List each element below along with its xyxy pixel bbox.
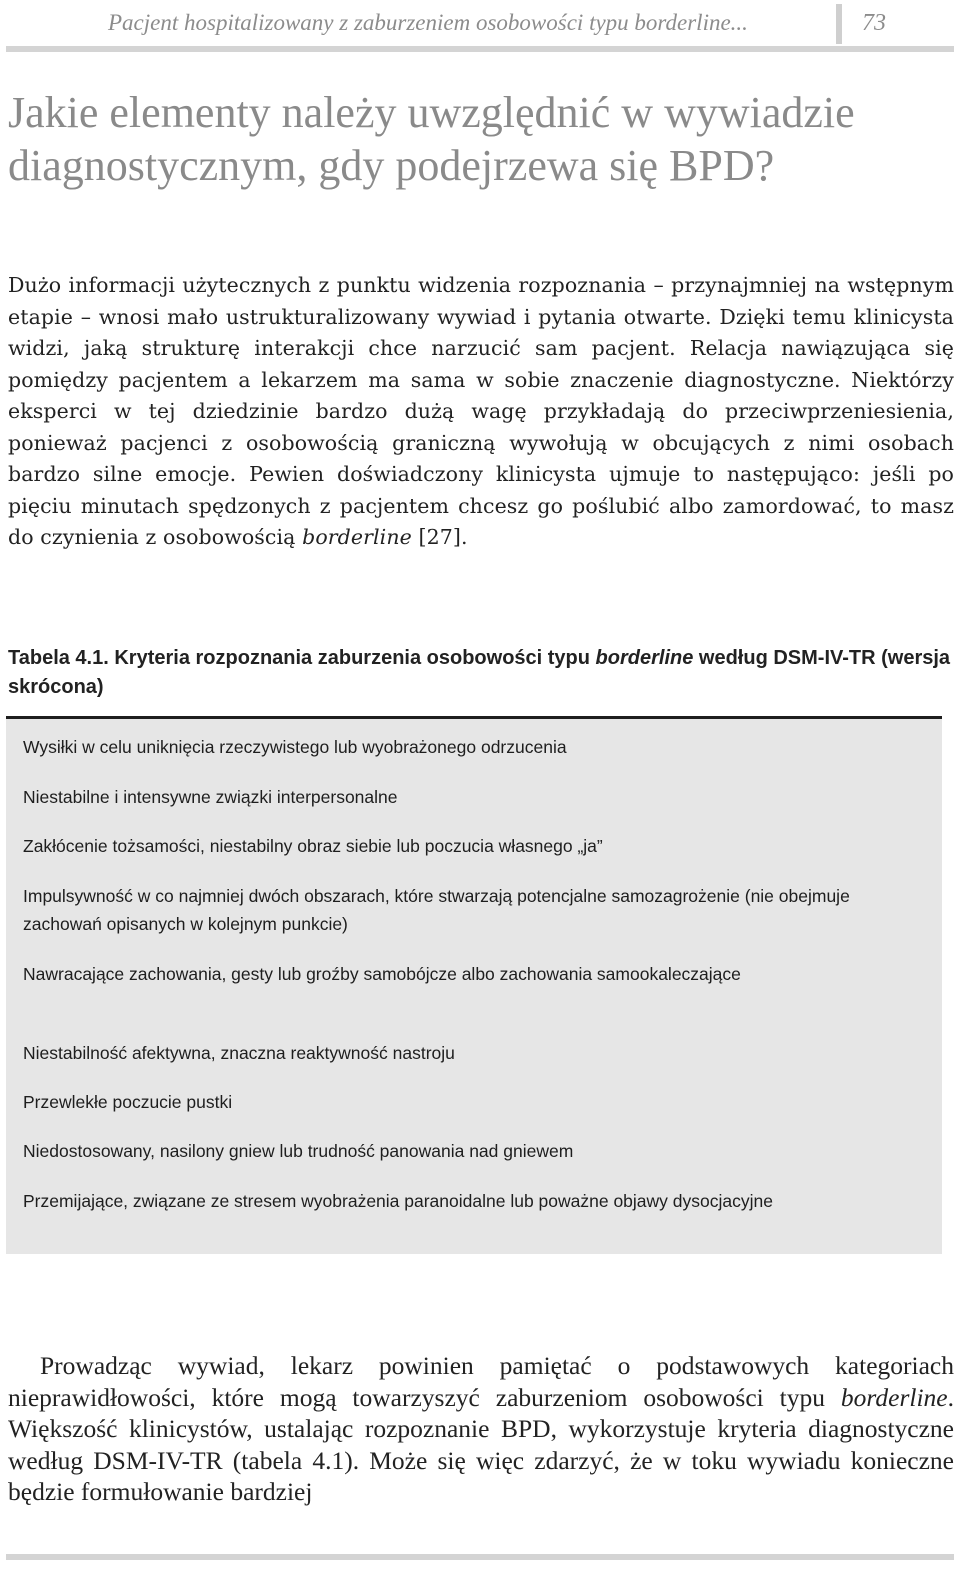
paragraph-2-end: . Większość klinicystów, ustalając rozpoznanie BPD, wykorzystuje kryteria diagnostyczne według DSM-IV-TR (tabela 4.1). Może się więc zdarzyć, że w toku wywiadu konieczne będzie formułowanie bardziej [8,1382,954,1506]
header-divider [836,4,842,44]
table-caption-text: Kryteria rozpoznania zaburzenia osobowości typu [108,647,596,669]
table-caption-italic: borderline [595,647,694,669]
table-row: Impulsywność w co najmniej dwóch obszarach, które stwarzają potencjalne samozagrożenie (nie obejmuje zachowań opisanych w kolejnym punkcie) [23,886,850,934]
section-heading: Jakie elementy należy uwzględnić w wywiadzie diagnostycznym, gdy podejrzewa się BPD? [8,88,855,190]
table-row: Przemijające, związane ze stresem wyobrażenia paranoidalne lub poważne objawy dysocjacyjne [23,1191,773,1211]
table-caption [8,644,954,702]
running-header [0,0,960,46]
page-number: 73 [862,10,886,36]
body-paragraph-2 [8,1350,954,1508]
table-row: Niedostosowany, nasilony gniew lub trudność panowania nad gniewem [23,1141,574,1161]
paragraph-2-italic: borderline [840,1382,948,1412]
table-row: Niestabilność afektywna, znaczna reaktywność nastroju [23,1043,455,1063]
table-row: Niestabilne i intensywne związki interpersonalne [23,787,398,807]
running-title: Pacjent hospitalizowany z zaburzeniem osobowości typu borderline... [108,10,748,35]
paragraph-2-text: Prowadząc wywiad, lekarz powinien pamiętać o podstawowych kategoriach nieprawidłowości, które mogą towarzyszyć zaburzeniom osobowości typu [8,1351,954,1412]
footer-rule [6,1554,954,1560]
paragraph-1-text: Dużo informacji użytecznych z punktu widzenia rozpoznania – przynajmniej na wstępnym etapie – wnosi mało ustrukturalizowany wywiad i pytania otwarte. Dzięki temu klinicysta widzi, jaką strukturę interakcji chce narzucić sam pacjent. Relacja nawiązująca się pomiędzy pacjentem a lekarzem ma sama w sobie znaczenie diagnostyczne. Niektórzy eksperci w tej dziedzinie bardzo dużą wagę przykładają do przeciwprzeniesienia, ponieważ pacjenci z osobowością graniczną wywołują w obcujących z nimi osobach bardzo silne emocje. Pewien doświadczony klinicysta ujmuje to następująco: jeśli po pięciu minutach spędzonych z pacjentem chcesz go poślubić albo zamordować, to masz do czynienia z osobowością [8,273,954,549]
table-caption-end: według DSM-IV-TR (wersja skrócona) [8,647,951,698]
table-row: Zakłócenie tożsamości, niestabilny obraz siebie lub poczucia własnego „ja” [23,836,603,856]
table-row: Nawracające zachowania, gesty lub groźby samobójcze albo zachowania samookaleczające [23,964,741,984]
paragraph-1-end: [27]. [411,525,468,549]
body-paragraph-1 [8,270,954,554]
table-caption-label: Tabela 4.1. [8,647,109,669]
criteria-table [6,716,942,1254]
header-rule [6,46,954,52]
table-row: Przewlekłe poczucie pustki [23,1092,233,1112]
table-row: Wysiłki w celu uniknięcia rzeczywistego lub wyobrażonego odrzucenia [23,737,567,757]
paragraph-1-italic: borderline [302,525,412,549]
